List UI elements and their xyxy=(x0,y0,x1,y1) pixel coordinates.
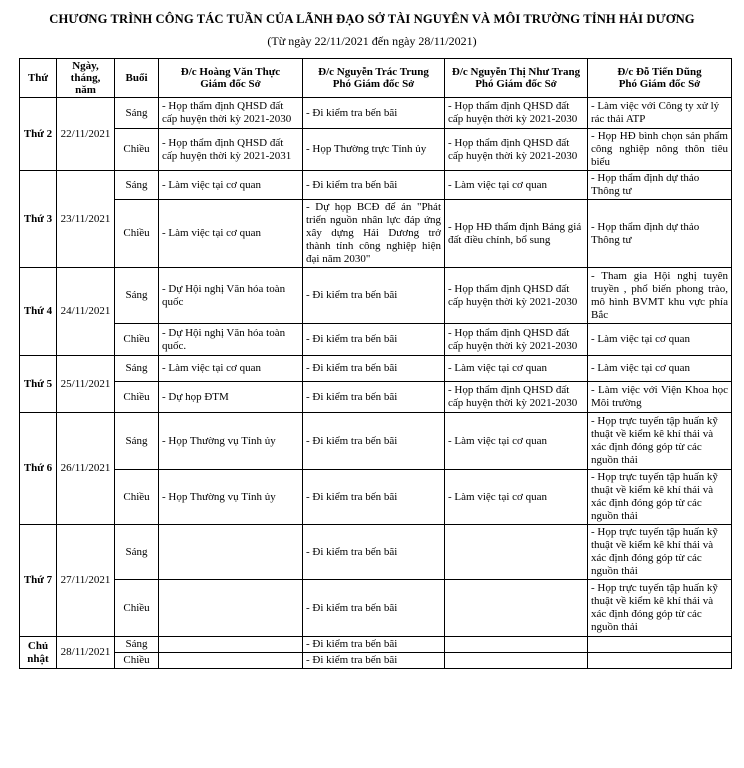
schedule-cell: - Họp HĐ bình chọn sản phẩm công nghiệp nông thôn tiêu biểu xyxy=(588,129,732,171)
schedule-cell: - Dự họp BCĐ để án "Phát triển nguồn nhân lực đáp ứng xây dựng Hải Dương trở thành tỉnh công nghiệp hiện đại năm 2030" xyxy=(303,200,445,268)
session-cell: Sáng xyxy=(115,98,159,129)
schedule-cell: - Làm việc tại cơ quan xyxy=(159,356,303,382)
person-1-name: Đ/c Hoàng Văn Thực xyxy=(180,66,281,78)
session-cell: Chiều xyxy=(115,200,159,268)
session-cell: Chiều xyxy=(115,653,159,669)
header-session: Buổi xyxy=(115,59,159,98)
schedule-cell: - Đi kiểm tra bến bãi xyxy=(303,324,445,356)
day-cell: Thứ 2 xyxy=(20,98,57,171)
person-3-name: Đ/c Nguyễn Thị Như Trang xyxy=(451,66,581,78)
schedule-cell: - Họp HĐ thẩm định Bảng giá đất điều chỉnh, bổ sung xyxy=(445,200,588,268)
header-date: Ngày, tháng, năm xyxy=(57,59,115,98)
table-row xyxy=(20,470,732,525)
schedule-cell: - Họp Thường vụ Tỉnh ủy xyxy=(159,470,303,525)
table-row xyxy=(20,653,732,669)
schedule-cell xyxy=(159,653,303,669)
schedule-cell: - Tham gia Hội nghị tuyên truyền , phổ biến phong trào, mô hình BVMT khu vực phía Bắc xyxy=(588,268,732,324)
session-cell: Chiều xyxy=(115,324,159,356)
person-2-name: Đ/c Nguyễn Trác Trung xyxy=(318,66,429,78)
schedule-cell: - Đi kiểm tra bến bãi xyxy=(303,413,445,470)
day-cell: Thứ 7 xyxy=(20,525,57,637)
date-cell: 23/11/2021 xyxy=(57,171,115,268)
schedule-cell: - Làm việc với Công ty xử lý rác thải ATP xyxy=(588,98,732,129)
table-row xyxy=(20,356,732,382)
person-2-role: Phó Giám đốc Sở xyxy=(332,78,415,90)
date-cell: 28/11/2021 xyxy=(57,637,115,669)
schedule-cell: - Họp thẩm định QHSD đất cấp huyện thời kỳ 2021-2030 xyxy=(445,268,588,324)
date-cell: 24/11/2021 xyxy=(57,268,115,356)
schedule-cell: - Đi kiểm tra bến bãi xyxy=(303,356,445,382)
schedule-cell xyxy=(588,637,732,653)
session-cell: Chiều xyxy=(115,580,159,637)
table-row xyxy=(20,268,732,324)
date-cell: 26/11/2021 xyxy=(57,413,115,525)
header-day: Thứ xyxy=(20,59,57,98)
day-cell: Thứ 6 xyxy=(20,413,57,525)
schedule-cell: - Họp trực tuyến tập huấn kỹ thuật về kiểm kê khí thải và xác định đóng góp từ các nguồn thải xyxy=(588,525,732,580)
document-title: CHƯƠNG TRÌNH CÔNG TÁC TUẦN CỦA LÃNH ĐẠO SỞ TÀI NGUYÊN VÀ MÔI TRƯỜNG TỈNH HẢI DƯƠNG xyxy=(49,12,695,26)
table-row xyxy=(20,413,732,470)
schedule-cell xyxy=(445,637,588,653)
day-cell: Chủ nhật xyxy=(20,637,57,669)
schedule-cell: - Đi kiểm tra bến bãi xyxy=(303,98,445,129)
schedule-cell: - Làm việc tại cơ quan xyxy=(445,470,588,525)
session-cell: Sáng xyxy=(115,356,159,382)
schedule-cell: - Làm việc tại cơ quan xyxy=(159,200,303,268)
day-cell: Thứ 5 xyxy=(20,356,57,413)
schedule-cell: - Họp trực tuyến tập huấn kỹ thuật về kiểm kê khí thải và xác định đóng góp từ các nguồn thải xyxy=(588,580,732,637)
schedule-cell: - Đi kiểm tra bến bãi xyxy=(303,653,445,669)
schedule-cell: - Họp trực tuyến tập huấn kỹ thuật về kiểm kê khí thải và xác định đóng góp từ các nguồn thải xyxy=(588,470,732,525)
schedule-cell: - Họp thẩm định QHSD đất cấp huyện thời kỳ 2021-2031 xyxy=(159,129,303,171)
table-row xyxy=(20,580,732,637)
schedule-cell: - Họp thẩm định QHSD đất cấp huyện thời kỳ 2021-2030 xyxy=(445,382,588,413)
person-4-name: Đ/c Đỗ Tiến Dũng xyxy=(617,66,702,78)
session-cell: Chiều xyxy=(115,470,159,525)
person-3-role: Phó Giám đốc Sở xyxy=(475,78,557,90)
session-cell: Chiều xyxy=(115,382,159,413)
schedule-cell xyxy=(445,653,588,669)
schedule-table xyxy=(19,58,732,669)
table-row xyxy=(20,171,732,200)
table-row xyxy=(20,525,732,580)
schedule-cell: - Làm việc tại cơ quan xyxy=(159,171,303,200)
schedule-cell xyxy=(159,637,303,653)
schedule-cell: - Làm việc tại cơ quan xyxy=(588,356,732,382)
schedule-cell xyxy=(588,653,732,669)
schedule-cell: - Đi kiểm tra bến bãi xyxy=(303,580,445,637)
table-row xyxy=(20,324,732,356)
session-cell: Sáng xyxy=(115,637,159,653)
schedule-cell: - Làm việc tại cơ quan xyxy=(445,356,588,382)
schedule-cell: - Họp trực tuyến tập huấn kỹ thuật về kiểm kê khí thải và xác định đóng góp từ các nguồn thải xyxy=(588,413,732,470)
schedule-cell xyxy=(445,580,588,637)
session-cell: Sáng xyxy=(115,525,159,580)
schedule-cell: - Dự Hội nghị Văn hóa toàn quốc. xyxy=(159,324,303,356)
session-cell: Chiều xyxy=(115,129,159,171)
schedule-cell: - Đi kiểm tra bến bãi xyxy=(303,268,445,324)
header-row xyxy=(20,59,732,98)
schedule-cell: - Họp thẩm định dự thảo Thông tư xyxy=(588,200,732,268)
session-cell: Sáng xyxy=(115,413,159,470)
session-cell: Sáng xyxy=(115,171,159,200)
session-cell: Sáng xyxy=(115,268,159,324)
schedule-cell: - Làm việc với Viện Khoa học Môi trường xyxy=(588,382,732,413)
table-row xyxy=(20,98,732,129)
schedule-cell: - Họp thẩm định QHSD đất cấp huyện thời kỳ 2021-2030 xyxy=(445,324,588,356)
schedule-cell: - Làm việc tại cơ quan xyxy=(445,413,588,470)
schedule-cell: - Đi kiểm tra bến bãi xyxy=(303,470,445,525)
schedule-cell: - Họp thẩm định QHSD đất cấp huyện thời kỳ 2021-2030 xyxy=(445,98,588,129)
header-person-4 xyxy=(588,59,732,98)
schedule-cell: - Họp thẩm định QHSD đất cấp huyện thời kỳ 2021-2030 xyxy=(445,129,588,171)
day-cell: Thứ 4 xyxy=(20,268,57,356)
schedule-cell: - Đi kiểm tra bến bãi xyxy=(303,525,445,580)
schedule-cell xyxy=(159,580,303,637)
schedule-cell: - Làm việc tại cơ quan xyxy=(445,171,588,200)
schedule-cell: - Họp Thường trực Tỉnh ủy xyxy=(303,129,445,171)
date-cell: 27/11/2021 xyxy=(57,525,115,637)
day-cell: Thứ 3 xyxy=(20,171,57,268)
schedule-cell: - Dự Hội nghị Văn hóa toàn quốc xyxy=(159,268,303,324)
document-subtitle: (Từ ngày 22/11/2021 đến ngày 28/11/2021) xyxy=(267,34,477,48)
person-1-role: Giám đốc Sở xyxy=(200,78,261,90)
table-row xyxy=(20,637,732,653)
table-row xyxy=(20,200,732,268)
schedule-cell: - Đi kiểm tra bến bãi xyxy=(303,637,445,653)
table-row xyxy=(20,382,732,413)
date-cell: 25/11/2021 xyxy=(57,356,115,413)
header-person-1 xyxy=(159,59,303,98)
schedule-cell: - Họp Thường vụ Tỉnh ủy xyxy=(159,413,303,470)
schedule-cell xyxy=(445,525,588,580)
schedule-cell: - Dự họp ĐTM xyxy=(159,382,303,413)
header-person-3 xyxy=(445,59,588,98)
schedule-cell: - Làm việc tại cơ quan xyxy=(588,324,732,356)
date-cell: 22/11/2021 xyxy=(57,98,115,171)
schedule-cell: - Họp thẩm định QHSD đất cấp huyện thời kỳ 2021-2030 xyxy=(159,98,303,129)
schedule-cell: - Họp thẩm định dự thảo Thông tư xyxy=(588,171,732,200)
header-person-2 xyxy=(303,59,445,98)
table-row xyxy=(20,129,732,171)
schedule-cell xyxy=(159,525,303,580)
person-4-role: Phó Giám đốc Sở xyxy=(618,78,701,90)
schedule-cell: - Đi kiểm tra bến bãi xyxy=(303,382,445,413)
schedule-cell: - Đi kiểm tra bến bãi xyxy=(303,171,445,200)
